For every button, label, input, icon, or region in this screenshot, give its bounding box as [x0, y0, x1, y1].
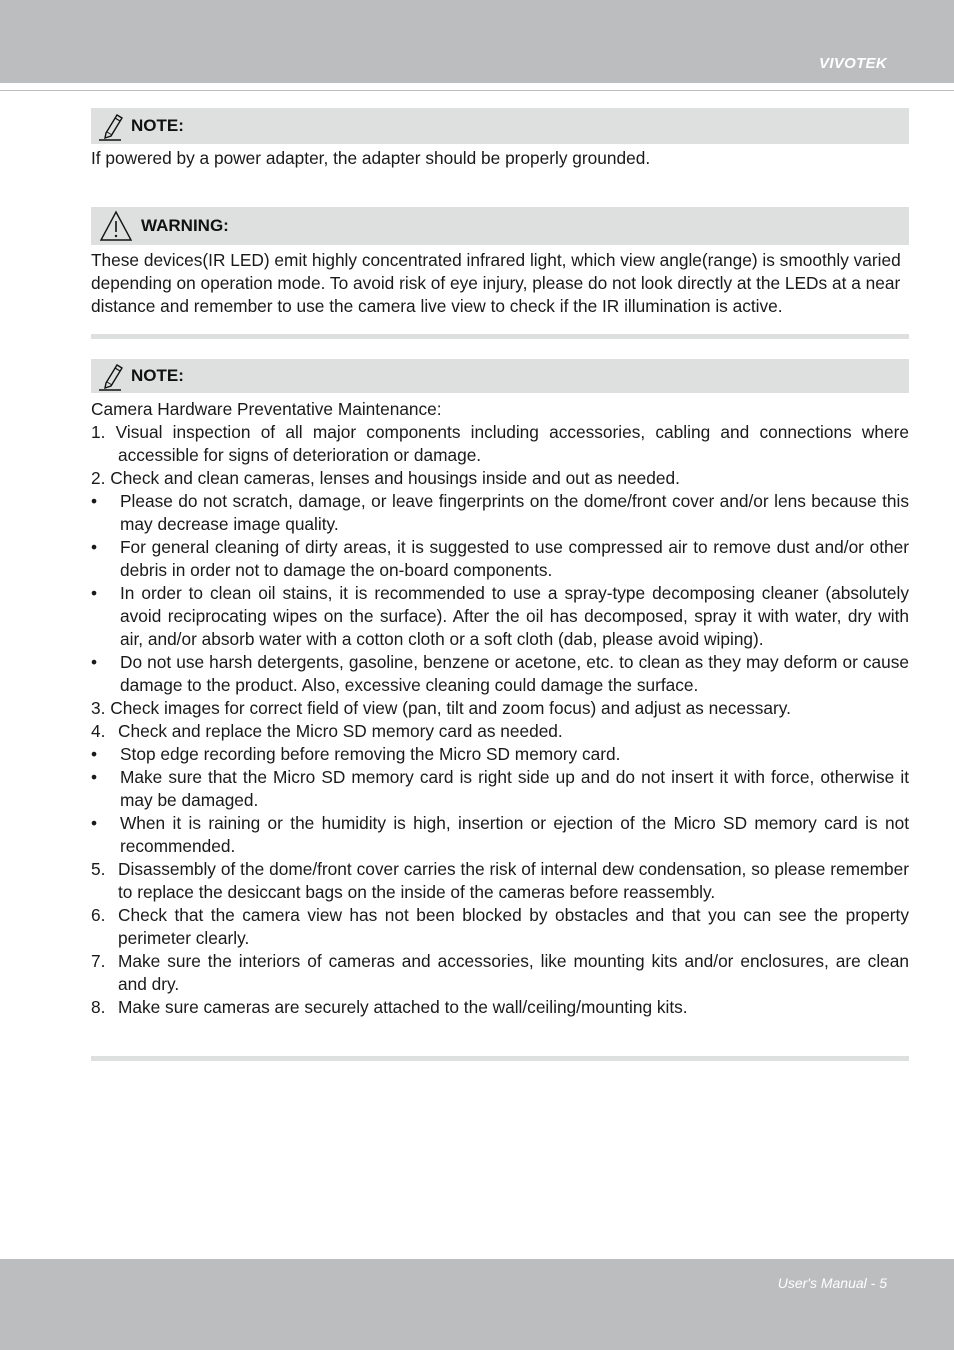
- bullet-marker: •: [91, 537, 98, 557]
- bullet-text: In order to clean oil stains, it is recommended to use a spray-type decomposing cleaner (absolutely avoid reciprocating wipes on the surface). After the oil has decomposed, spray it with water, dry with air, and/or absorb water with a cotton cloth or a soft cloth (dab, please avoid wiping).: [120, 583, 909, 649]
- bullet-item: [91, 743, 909, 766]
- list-marker: 1.: [91, 422, 116, 442]
- bullet-text: When it is raining or the humidity is high, insertion or ejection of the Micro SD memory card is not recommended.: [120, 813, 909, 856]
- note-callout: [91, 108, 909, 144]
- bullet-marker: •: [91, 767, 98, 787]
- bullet-marker: •: [91, 652, 98, 672]
- bullet-text: Make sure that the Micro SD memory card is right side up and do not insert it with force, otherwise it may be damaged.: [120, 767, 909, 810]
- list-text: Check and clean cameras, lenses and housings inside and out as needed.: [110, 468, 680, 488]
- list-marker: 2.: [91, 468, 111, 488]
- list-item: [91, 904, 909, 950]
- warning-label: WARNING:: [141, 216, 229, 235]
- list-item: [91, 720, 909, 743]
- bullet-text: Do not use harsh detergents, gasoline, benzene or acetone, etc. to clean as they may deform or cause damage to the product. Also, excessive cleaning could damage the surface.: [120, 652, 909, 695]
- note-callout: [91, 359, 909, 393]
- bullet-item: [91, 490, 909, 536]
- note-label: NOTE:: [131, 366, 184, 385]
- note-text: If powered by a power adapter, the adapter should be properly grounded.: [91, 148, 651, 168]
- bullet-marker: •: [91, 813, 98, 833]
- list-text: Make sure cameras are securely attached to the wall/ceiling/mounting kits.: [118, 997, 688, 1017]
- pencil-icon: [91, 361, 131, 391]
- maintenance-intro: Camera Hardware Preventative Maintenance:: [91, 399, 442, 419]
- list-item: [91, 421, 909, 467]
- list-text: Make sure the interiors of cameras and accessories, like mounting kits and/or enclosures, are clean and dry.: [118, 951, 909, 994]
- pencil-icon: [91, 111, 131, 141]
- warning-text: These devices(IR LED) emit highly concentrated infrared light, which view angle(range) is smoothly varied depending on operation mode. To avoid risk of eye injury, please do not look directly at the LEDs at a near distance and remember to use the camera live view to check if the IR illumination is active.: [91, 250, 901, 316]
- list-item: [91, 467, 909, 490]
- footer-bar: [0, 1259, 954, 1350]
- list-marker: 8.: [91, 997, 106, 1017]
- list-text: Disassembly of the dome/front cover carries the risk of internal dew condensation, so please remember to replace the desiccant bags on the inside of the cameras before reassembly.: [118, 859, 909, 902]
- list-marker: 4.: [91, 721, 106, 741]
- page-number: User's Manual - 5: [777, 1275, 887, 1291]
- bullet-item: [91, 766, 909, 812]
- list-item: [91, 858, 909, 904]
- bullet-item: [91, 536, 909, 582]
- bullet-text: Stop edge recording before removing the Micro SD memory card.: [120, 744, 621, 764]
- bullet-item: [91, 582, 909, 651]
- section-divider: [91, 334, 909, 339]
- list-text: Check images for correct field of view (pan, tilt and zoom focus) and adjust as necessary.: [110, 698, 791, 718]
- bullet-text: Please do not scratch, damage, or leave fingerprints on the dome/front cover and/or lens because this may decrease image quality.: [120, 491, 909, 534]
- page-content: [91, 108, 909, 1061]
- list-item: [91, 996, 909, 1019]
- bullet-marker: •: [91, 744, 98, 764]
- list-item: [91, 950, 909, 996]
- bullet-marker: •: [91, 583, 98, 603]
- list-marker: 5.: [91, 859, 106, 879]
- list-item: [91, 697, 909, 720]
- bullet-item: [91, 651, 909, 697]
- list-text: Check that the camera view has not been blocked by obstacles and that you can see the property perimeter clearly.: [118, 905, 909, 948]
- brand-name: VIVOTEK: [819, 55, 887, 72]
- list-marker: 6.: [91, 905, 106, 925]
- maintenance-list: [91, 398, 909, 1019]
- bullet-marker: •: [91, 491, 98, 511]
- bullet-text: For general cleaning of dirty areas, it is suggested to use compressed air to remove dust and/or other debris in order not to damage the on-board components.: [120, 537, 909, 580]
- header-bar: [0, 0, 954, 83]
- list-marker: 7.: [91, 951, 106, 971]
- note-label: NOTE:: [131, 116, 184, 135]
- bullet-item: [91, 812, 909, 858]
- list-text: Visual inspection of all major components including accessories, cabling and connections where accessible for signs of deterioration or damage.: [115, 422, 910, 465]
- header-rule: [0, 90, 954, 91]
- section-divider: [91, 1056, 909, 1061]
- list-marker: 3.: [91, 698, 111, 718]
- warning-icon: [91, 210, 141, 242]
- list-text: Check and replace the Micro SD memory card as needed.: [118, 721, 563, 741]
- warning-callout: [91, 207, 909, 245]
